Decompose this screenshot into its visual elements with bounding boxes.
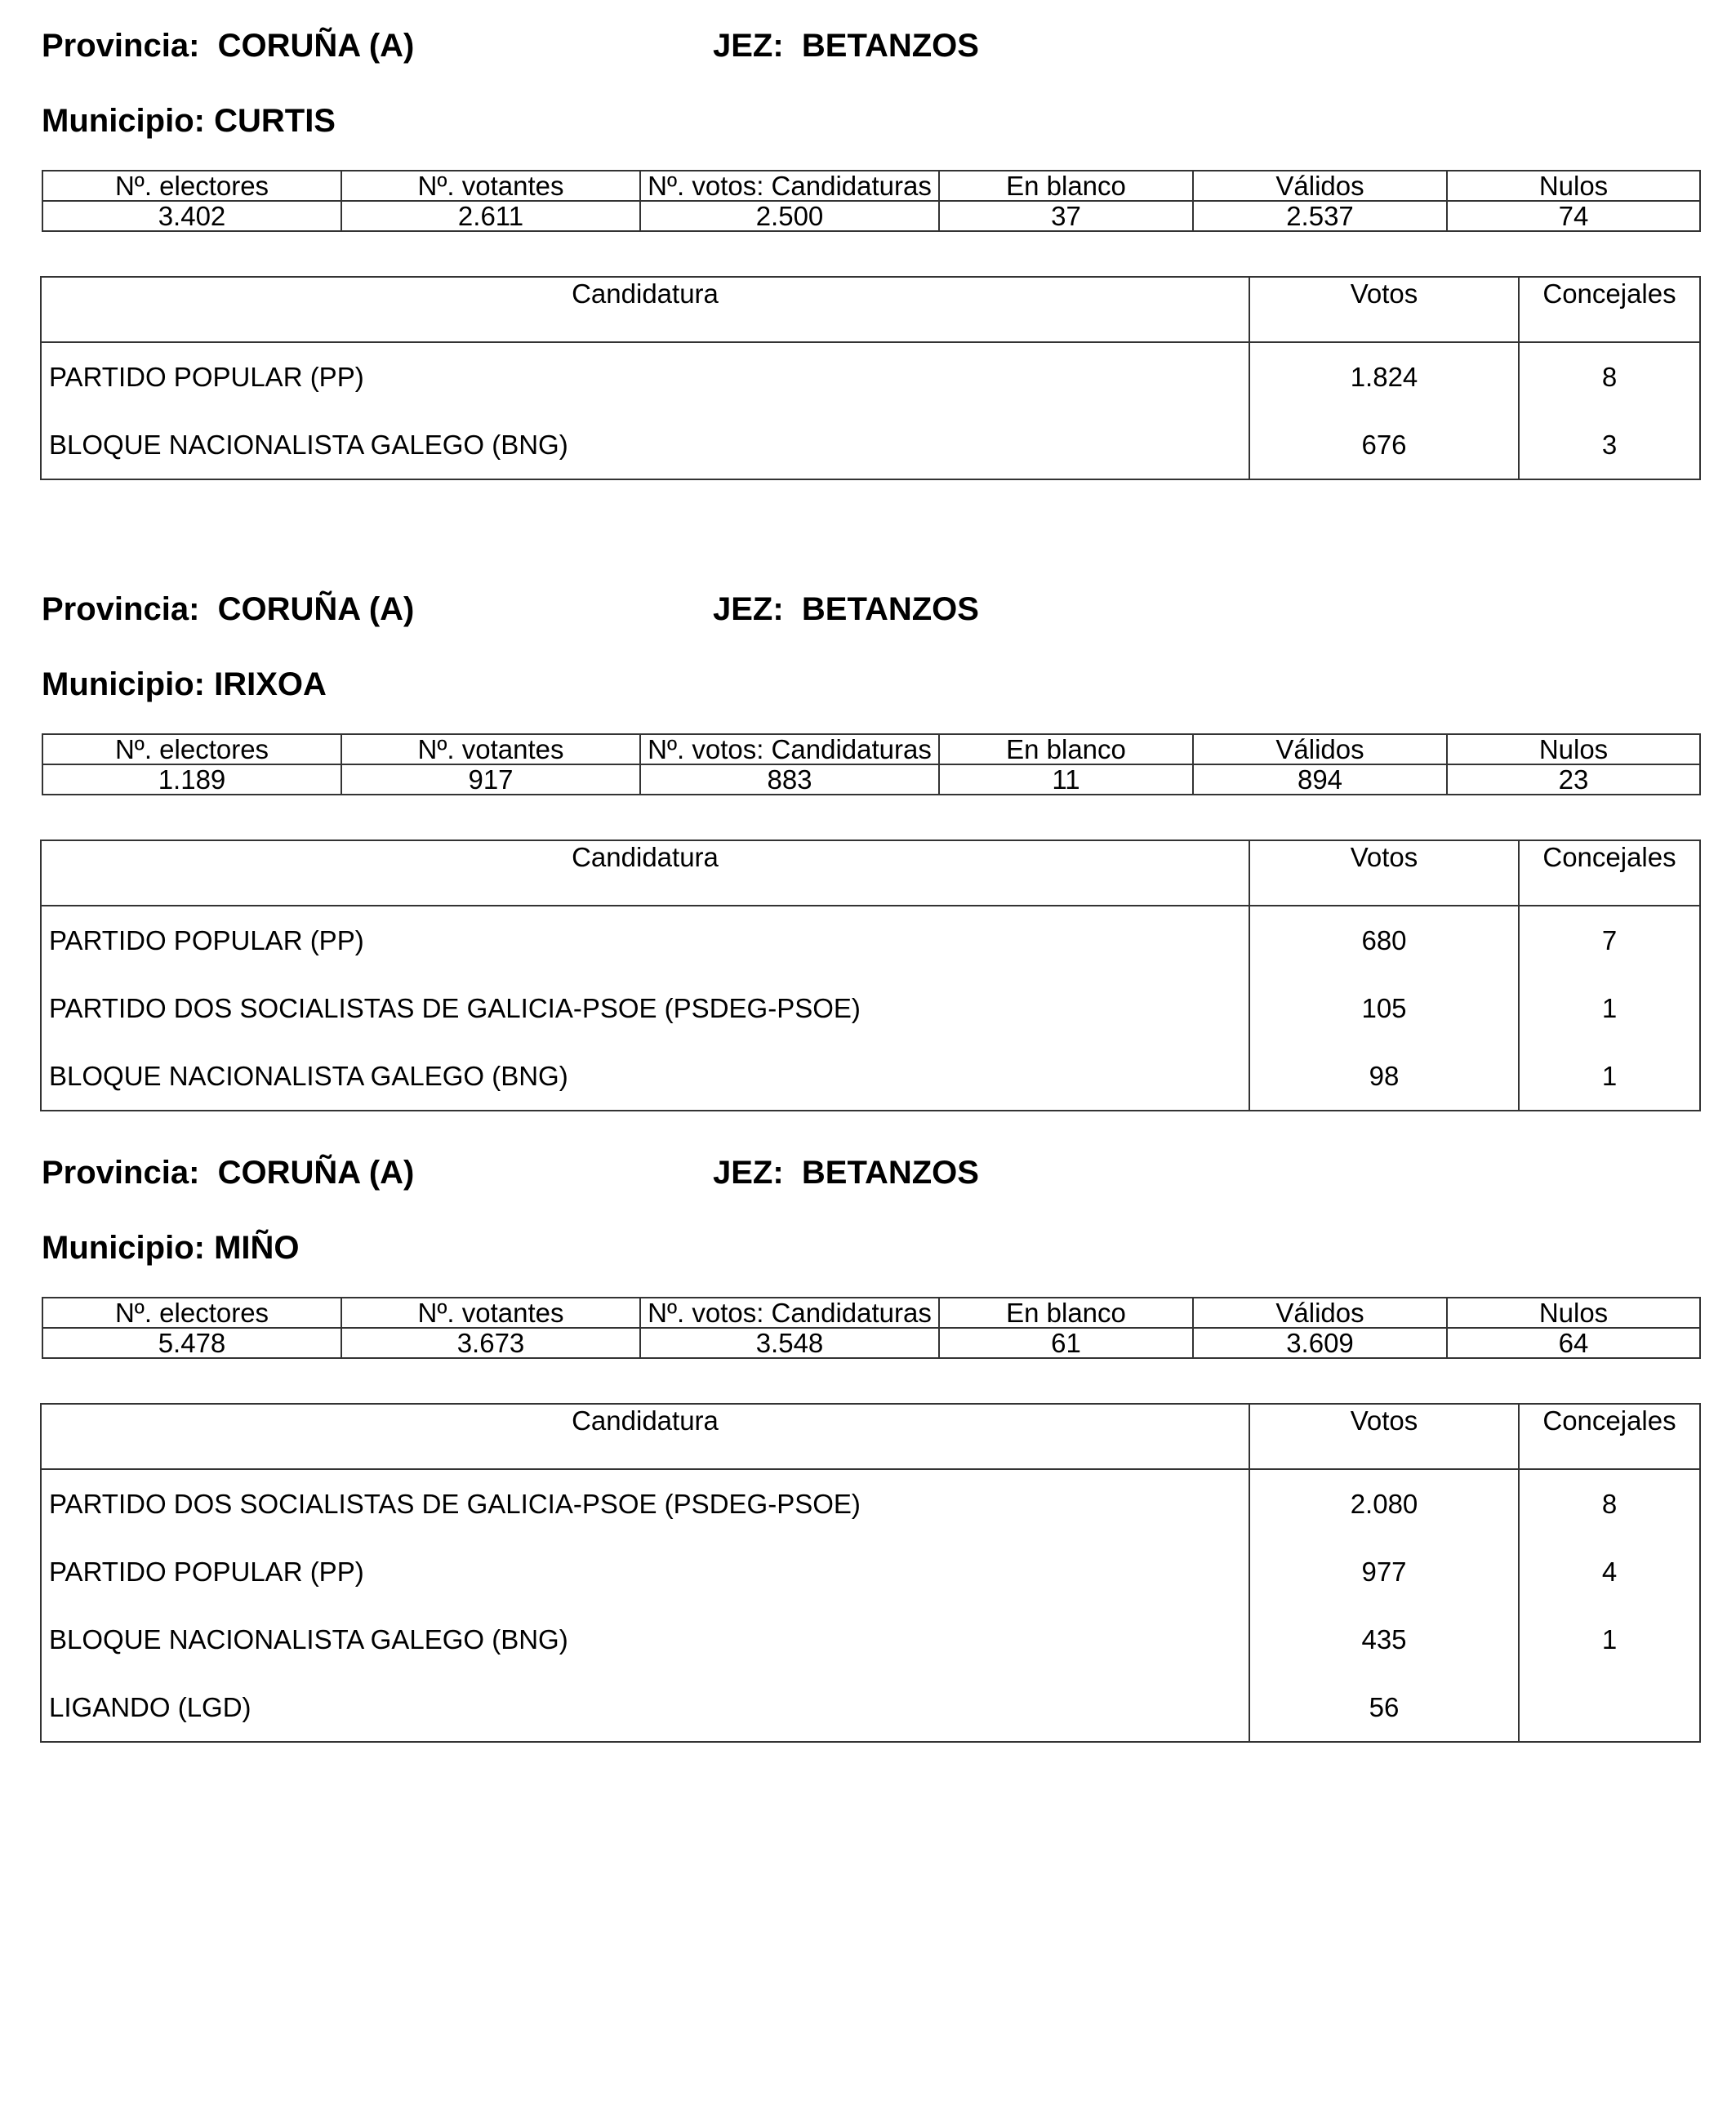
candidatura-name: PARTIDO POPULAR (PP) [42, 1538, 1249, 1606]
stats-header-row [42, 734, 1700, 764]
municipio-label: Municipio: [42, 666, 205, 702]
stats-header-row [42, 171, 1700, 201]
provincia-header [42, 26, 414, 65]
concejales-header: Concejales [1519, 278, 1699, 342]
jez-value: BETANZOS [801, 1155, 979, 1191]
validos-header: Válidos [1193, 1298, 1447, 1328]
jez-header [713, 1153, 979, 1192]
provincia-label: Provincia: [42, 591, 200, 627]
municipio-value: MIÑO [214, 1230, 300, 1266]
candidatura-votos: 2.080 [1249, 1469, 1519, 1538]
provincia-value: CORUÑA (A) [217, 1155, 415, 1191]
votos-candidaturas-header: Nº. votos: Candidaturas [640, 734, 939, 764]
votos-candidaturas-header: Nº. votos: Candidaturas [640, 171, 939, 201]
candidatura-concejales: 8 [1601, 1488, 1618, 1519]
en-blanco-header: En blanco [939, 171, 1193, 201]
candidatura-header: Candidatura [42, 278, 1249, 342]
votos-header: Votos [1249, 841, 1519, 906]
electores-value: 1.189 [42, 764, 341, 795]
jez-label: JEZ: [713, 28, 784, 64]
candidatura-concejales: 1 [1601, 1060, 1618, 1091]
candidatura-name: PARTIDO DOS SOCIALISTAS DE GALICIA-PSOE (PSDEG-PSOE) [42, 974, 1249, 1042]
concejales-header: Concejales [1519, 841, 1699, 906]
jez-value: BETANZOS [801, 591, 979, 627]
votantes-value: 917 [341, 764, 640, 795]
votos-candidaturas-value: 2.500 [640, 201, 939, 231]
electores-header: Nº. electores [42, 734, 341, 764]
candidatura-name: PARTIDO POPULAR (PP) [42, 906, 1249, 974]
stats-table [42, 733, 1701, 795]
candidatura-concejales: 4 [1601, 1556, 1618, 1587]
candidatura-name: PARTIDO POPULAR (PP) [42, 342, 1249, 411]
candidatura-concejales: 1 [1601, 992, 1618, 1023]
candidatura-name: PARTIDO DOS SOCIALISTAS DE GALICIA-PSOE (PSDEG-PSOE) [42, 1469, 1249, 1538]
candidatura-concejales: 1 [1601, 1623, 1618, 1655]
votantes-value: 3.673 [341, 1328, 640, 1358]
candidatura-concejales: 8 [1601, 361, 1618, 392]
municipio-header [42, 1228, 300, 1267]
candidatura-votos: 977 [1249, 1538, 1519, 1606]
candidaturas-header-row [42, 841, 1699, 906]
municipio-label: Municipio: [42, 103, 205, 139]
nulos-value: 74 [1447, 201, 1700, 231]
provincia-value: CORUÑA (A) [217, 591, 415, 627]
validos-value: 3.609 [1193, 1328, 1447, 1358]
stats-value-row [42, 1328, 1700, 1358]
validos-value: 894 [1193, 764, 1447, 795]
en-blanco-header: En blanco [939, 1298, 1193, 1328]
stats-value-row [42, 201, 1700, 231]
votos-header: Votos [1249, 1405, 1519, 1469]
candidatura-name: BLOQUE NACIONALISTA GALEGO (BNG) [42, 1606, 1249, 1673]
candidatura-votos: 98 [1249, 1042, 1519, 1110]
table-row [42, 1606, 1699, 1673]
candidatura-votos: 1.824 [1249, 342, 1519, 411]
candidaturas-header-row [42, 278, 1699, 342]
table-row [42, 974, 1699, 1042]
concejales-header: Concejales [1519, 1405, 1699, 1469]
votantes-header: Nº. votantes [341, 171, 640, 201]
municipio-header [42, 665, 327, 704]
votos-candidaturas-header: Nº. votos: Candidaturas [640, 1298, 939, 1328]
candidatura-name: BLOQUE NACIONALISTA GALEGO (BNG) [42, 411, 1249, 479]
municipio-value: CURTIS [214, 103, 336, 139]
jez-header [713, 26, 979, 65]
en-blanco-header: En blanco [939, 734, 1193, 764]
provincia-header [42, 590, 414, 629]
candidaturas-header-row [42, 1405, 1699, 1469]
en-blanco-value: 37 [939, 201, 1193, 231]
jez-label: JEZ: [713, 1155, 784, 1191]
nulos-header: Nulos [1447, 171, 1700, 201]
provincia-label: Provincia: [42, 28, 200, 64]
validos-header: Válidos [1193, 171, 1447, 201]
candidatura-votos: 680 [1249, 906, 1519, 974]
stats-header-row [42, 1298, 1700, 1328]
votos-candidaturas-value: 3.548 [640, 1328, 939, 1358]
candidatura-concejales [1519, 1673, 1699, 1741]
candidatura-votos: 435 [1249, 1606, 1519, 1673]
provincia-label: Provincia: [42, 1155, 200, 1191]
votantes-header: Nº. votantes [341, 1298, 640, 1328]
nulos-header: Nulos [1447, 1298, 1700, 1328]
table-row [42, 342, 1699, 411]
electores-header: Nº. electores [42, 1298, 341, 1328]
votos-header: Votos [1249, 278, 1519, 342]
stats-value-row [42, 764, 1700, 795]
validos-value: 2.537 [1193, 201, 1447, 231]
municipio-value: IRIXOA [214, 666, 327, 702]
nulos-value: 23 [1447, 764, 1700, 795]
table-row [42, 906, 1699, 974]
provincia-header [42, 1153, 414, 1192]
candidaturas-table [42, 278, 1699, 479]
candidatura-concejales: 7 [1601, 924, 1618, 955]
candidatura-votos: 56 [1249, 1673, 1519, 1741]
votantes-value: 2.611 [341, 201, 640, 231]
candidatura-votos: 676 [1249, 411, 1519, 479]
municipio-label: Municipio: [42, 1230, 205, 1266]
votos-candidaturas-value: 883 [640, 764, 939, 795]
jez-value: BETANZOS [801, 28, 979, 64]
en-blanco-value: 61 [939, 1328, 1193, 1358]
candidatura-header: Candidatura [42, 1405, 1249, 1469]
electores-value: 5.478 [42, 1328, 341, 1358]
provincia-value: CORUÑA (A) [217, 28, 415, 64]
candidaturas-table [42, 1405, 1699, 1741]
validos-header: Válidos [1193, 734, 1447, 764]
nulos-value: 64 [1447, 1328, 1700, 1358]
candidatura-header: Candidatura [42, 841, 1249, 906]
jez-header [713, 590, 979, 629]
table-row [42, 411, 1699, 479]
electores-value: 3.402 [42, 201, 341, 231]
municipio-header [42, 101, 336, 140]
table-row [42, 1469, 1699, 1538]
votantes-header: Nº. votantes [341, 734, 640, 764]
table-row [42, 1538, 1699, 1606]
stats-table [42, 1297, 1701, 1359]
nulos-header: Nulos [1447, 734, 1700, 764]
table-row [42, 1673, 1699, 1741]
candidatura-name: LIGANDO (LGD) [42, 1673, 1249, 1741]
candidatura-votos: 105 [1249, 974, 1519, 1042]
table-row [42, 1042, 1699, 1110]
candidatura-concejales: 3 [1601, 429, 1618, 460]
en-blanco-value: 11 [939, 764, 1193, 795]
jez-label: JEZ: [713, 591, 784, 627]
electores-header: Nº. electores [42, 171, 341, 201]
stats-table [42, 170, 1701, 232]
candidatura-name: BLOQUE NACIONALISTA GALEGO (BNG) [42, 1042, 1249, 1110]
candidaturas-table [42, 841, 1699, 1110]
